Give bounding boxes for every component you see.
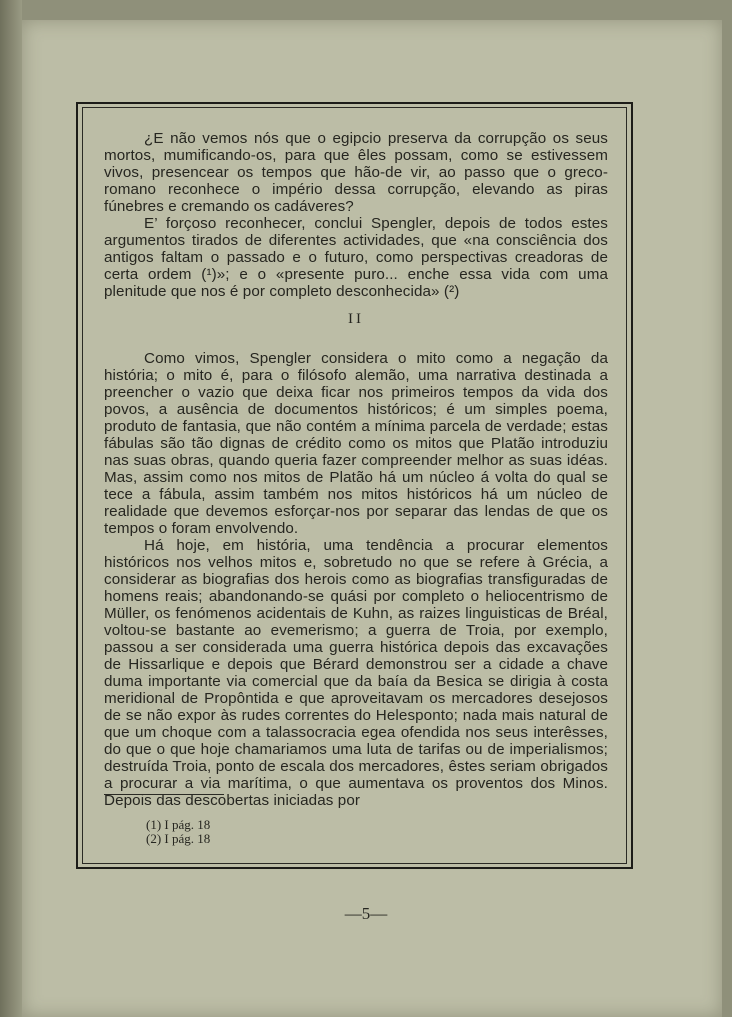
footnote-item: (2) I pág. 18 bbox=[146, 831, 211, 846]
book-spine-edge bbox=[0, 0, 22, 1017]
text-block-top bbox=[104, 130, 608, 300]
footnote-item: (1) I pág. 18 bbox=[146, 817, 211, 832]
paragraph: ¿E não vemos nós que o egipcio preserva da corrupção os seus mortos, mumificando-os, para que êles possam, como se estivessem vivos, presencear os tempos que hão-de vir, ao passo que o greco-romano reconhece o império dessa corrupção, elevando as piras fúnebres e cremando os cadáveres? bbox=[104, 130, 608, 215]
text-block-bottom bbox=[104, 350, 608, 809]
footnotes bbox=[146, 818, 210, 846]
paragraph: Há hoje, em história, uma tendência a procurar elementos históricos nos velhos mitos e, sobretudo no que se refere à Grécia, a considerar as biografias dos herois como as biografias transfiguradas de homens reais; abandonando-se quási por completo o heliocentrismo de Müller, os fenómenos acidentais de Kuhn, as raizes linguisticas de Bréal, voltou-se bastante ao evemerismo; a guerra de Troia, por exemplo, passou a ser considerada uma guerra histórica depois das excavações de Hissarlique e depois que Bérard demonstrou ser a cidade a chave duma importante via comercial que da baía da Besica se dirigia à costa meridional de Propôntida e que aproveitavam os mercadores desejosos de se não expor às rudes correntes do Helesponto; nada mais natural de que um choque com a talassocracia egea ofendida nos seus interêsses, do que o que hoje chamariamos uma luta de tarifas ou de imperialismos; destruída Troia, ponto de escala dos mercadores, êstes seriam obrigados a procurar a via marítima, o que aumentava os proventos dos Minos. Depois das descobertas iniciadas por bbox=[104, 537, 608, 809]
page-number: —5— bbox=[344, 904, 388, 923]
footnote-rule bbox=[104, 794, 224, 795]
section-number: II bbox=[348, 311, 364, 327]
paragraph: E’ forçoso reconhecer, conclui Spengler, depois de todos estes argumentos tirados de diferentes actividades, que «na consciência dos antigos faltam o passado e o futuro, como perspectivas creadoras de certa ordem (¹)»; e o «presente puro... enche essa vida com uma plenitude que nos é por completo desconhecida» (²) bbox=[104, 215, 608, 300]
paragraph: Como vimos, Spengler considera o mito como a negação da história; o mito é, para o filósofo alemão, uma narrativa destinada a preencher o vazio que deixa ficar nos primeiros tempos da vida dos povos, a ausência de documentos históricos; é um simples poema, produto de fantasia, que não contém a mínima parcela de verdade; estas fábulas são tão dignas de crédito como os mitos que Platão introduziu nas suas obras, quando queria fazer compreender melhor as suas idéas. Mas, assim como nos mitos de Platão há um núcleo á volta do qual se tece a fábula, assim também nos mitos históricos há um núcleo de realidade que devemos esforçar-nos por separar das lendas de que os tempos o foram envolvendo. bbox=[104, 350, 608, 537]
